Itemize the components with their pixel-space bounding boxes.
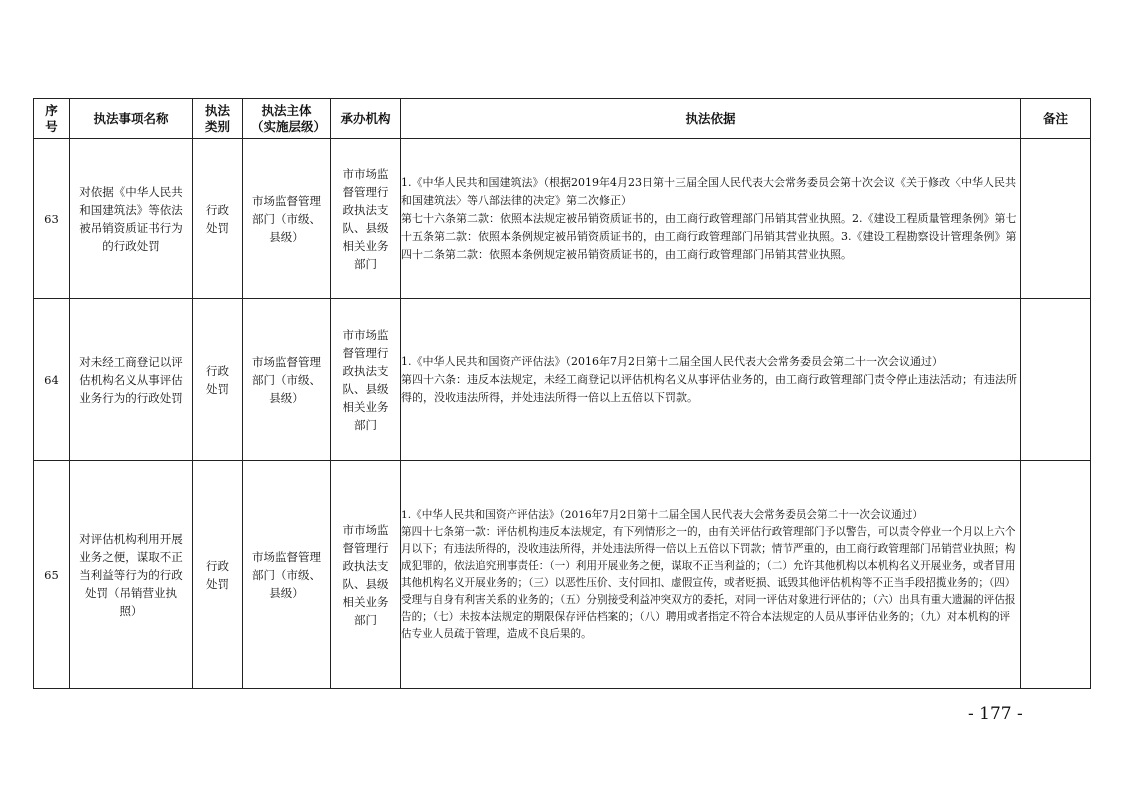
table-row: [34, 461, 1091, 689]
row-category: 行政处罚: [193, 461, 243, 689]
page-number: - 177 -: [968, 704, 1023, 724]
row-seq: 65: [34, 461, 70, 689]
table-row: [34, 299, 1091, 461]
row-remark: [1021, 299, 1091, 461]
row-seq: 63: [34, 139, 70, 299]
row-remark: [1021, 461, 1091, 689]
header-category: 执法类别: [193, 99, 243, 139]
row-subject: 市场监督管理部门（市级、县级）: [243, 299, 331, 461]
row-category: 行政处罚: [193, 139, 243, 299]
row-agency: 市市场监督管理行政执法支队、县级相关业务部门: [331, 461, 401, 689]
row-name: 对未经工商登记以评估机构名义从事评估业务行为的行政处罚: [70, 299, 193, 461]
enforcement-table: [33, 98, 1091, 689]
row-subject: 市场监督管理部门（市级、县级）: [243, 461, 331, 689]
header-basis: 执法依据: [401, 99, 1021, 139]
header-seq: 序号: [34, 99, 70, 139]
row-agency: 市市场监督管理行政执法支队、县级相关业务部门: [331, 299, 401, 461]
row-agency: 市市场监督管理行政执法支队、县级相关业务部门: [331, 139, 401, 299]
row-name: 对依据《中华人民共和国建筑法》等依法被吊销资质证书行为的行政处罚: [70, 139, 193, 299]
row-remark: [1021, 139, 1091, 299]
table-row: [34, 139, 1091, 299]
row-subject: 市场监督管理部门（市级、县级）: [243, 139, 331, 299]
row-seq: 64: [34, 299, 70, 461]
row-basis: 1.《中华人民共和国资产评估法》（2016年7月2日第十二届全国人民代表大会常务委员会第二十一次会议通过） 第四十六条：违反本法规定，未经工商登记以评估机构名义从事评估业务的，由工商行政管理部门责令停止违法活动；有违法所得的，没收违法所得，并处违法所得一倍以上五倍以下罚款。: [401, 299, 1021, 461]
header-name: 执法事项名称: [70, 99, 193, 139]
row-basis: 1.《中华人民共和国建筑法》（根据2019年4月23日第十三届全国人民代表大会常务委员会第十次会议《关于修改〈中华人民共和国建筑法〉等八部法律的决定》第二次修正） 第七十六条第二款：依照本法规定被吊销资质证书的，由工商行政管理部门吊销其营业执照。2.《建设工程质量管理条例》第七十五条第二款：依照本条例规定被吊销资质证书的，由工商行政管理部门吊销其营业执照。3.《建设工程勘察设计管理条例》第四十二条第二款：依照本条例规定被吊销资质证书的，由工商行政管理部门吊销其营业执照。: [401, 139, 1021, 299]
row-name: 对评估机构利用开展业务之便，谋取不正当利益等行为的行政处罚（吊销营业执照）: [70, 461, 193, 689]
header-agency: 承办机构: [331, 99, 401, 139]
row-category: 行政处罚: [193, 299, 243, 461]
header-remark: 备注: [1021, 99, 1091, 139]
header-subject: 执法主体（实施层级）: [243, 99, 331, 139]
row-basis: 1.《中华人民共和国资产评估法》（2016年7月2日第十二届全国人民代表大会常务委员会第二十一次会议通过） 第四十七条第一款：评估机构违反本法规定，有下列情形之一的，由有关评估行政管理部门予以警告，可以责令停业一个月以上六个月以下；有违法所得的，没收违法所得，并处违法所得一倍以上五倍以下罚款；情节严重的，由工商行政管理部门吊销营业执照；构成犯罪的，依法追究刑事责任：（一）利用开展业务之便，谋取不正当利益的；（二）允许其他机构以本机构名义开展业务，或者冒用其他机构名义开展业务的；（三）以恶性压价、支付回扣、虚假宣传，或者贬损、诋毁其他评估机构等不正当手段招揽业务的；（四）受理与自身有利害关系的业务的；（五）分别接受利益冲突双方的委托，对同一评估对象进行评估的；（六）出具有重大遗漏的评估报告的；（七）未按本法规定的期限保存评估档案的；（八）聘用或者指定不符合本法规定的人员从事评估业务的；（九）对本机构的评估专业人员疏于管理，造成不良后果的。: [401, 461, 1021, 689]
header-row: [34, 99, 1091, 139]
